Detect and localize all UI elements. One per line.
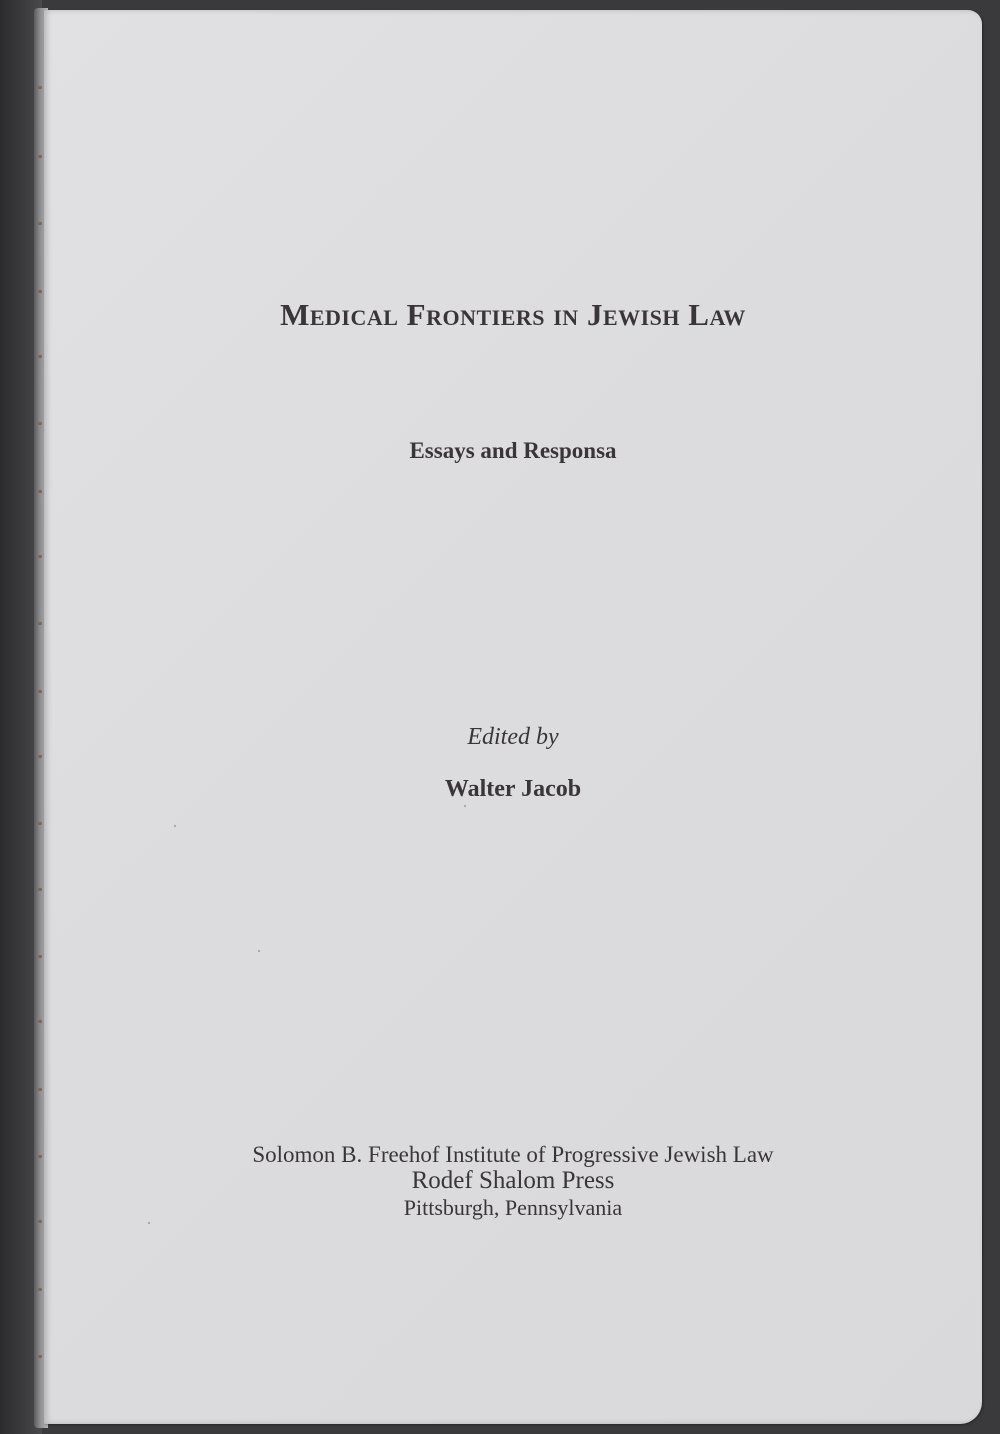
binding-stitch bbox=[38, 690, 42, 693]
publisher-place: Pittsburgh, Pennsylvania bbox=[403, 1195, 623, 1220]
binding-stitch bbox=[38, 155, 42, 158]
paper-speck bbox=[258, 950, 260, 952]
binding-stitch bbox=[38, 822, 42, 825]
binding-stitch bbox=[38, 1355, 42, 1358]
paper-speck bbox=[148, 1222, 150, 1224]
binding-stitch bbox=[38, 222, 42, 225]
binding-stitch bbox=[38, 1288, 42, 1291]
editor-name: Walter Jacob bbox=[444, 776, 582, 802]
title-page-content bbox=[44, 10, 982, 1424]
book-title: Medical Frontiers in Jewish Law bbox=[280, 297, 746, 332]
binding-stitch bbox=[38, 422, 42, 425]
binding-stitch bbox=[38, 355, 42, 358]
binding-stitch bbox=[38, 1020, 42, 1023]
binding-stitch bbox=[38, 555, 42, 558]
binding-stitch bbox=[38, 490, 42, 493]
binding-stitch bbox=[38, 888, 42, 891]
binding-stitch bbox=[38, 1155, 42, 1158]
title-page bbox=[44, 10, 982, 1424]
binding-stitch bbox=[38, 755, 42, 758]
binding-stitch bbox=[38, 86, 42, 89]
publisher-institute: Solomon B. Freehof Institute of Progressive Jewish Law bbox=[252, 1142, 774, 1167]
binding-stitch bbox=[38, 955, 42, 958]
paper-speck bbox=[464, 805, 466, 807]
binding-stitch bbox=[38, 622, 42, 625]
binding-stitch bbox=[38, 1220, 42, 1223]
binding-stitch bbox=[38, 290, 42, 293]
publisher-press: Rodef Shalom Press bbox=[411, 1167, 615, 1194]
binding-stitch bbox=[38, 1088, 42, 1091]
paper-speck bbox=[174, 825, 176, 827]
book-subtitle: Essays and Responsa bbox=[409, 438, 617, 463]
edited-by-label: Edited by bbox=[467, 724, 559, 750]
